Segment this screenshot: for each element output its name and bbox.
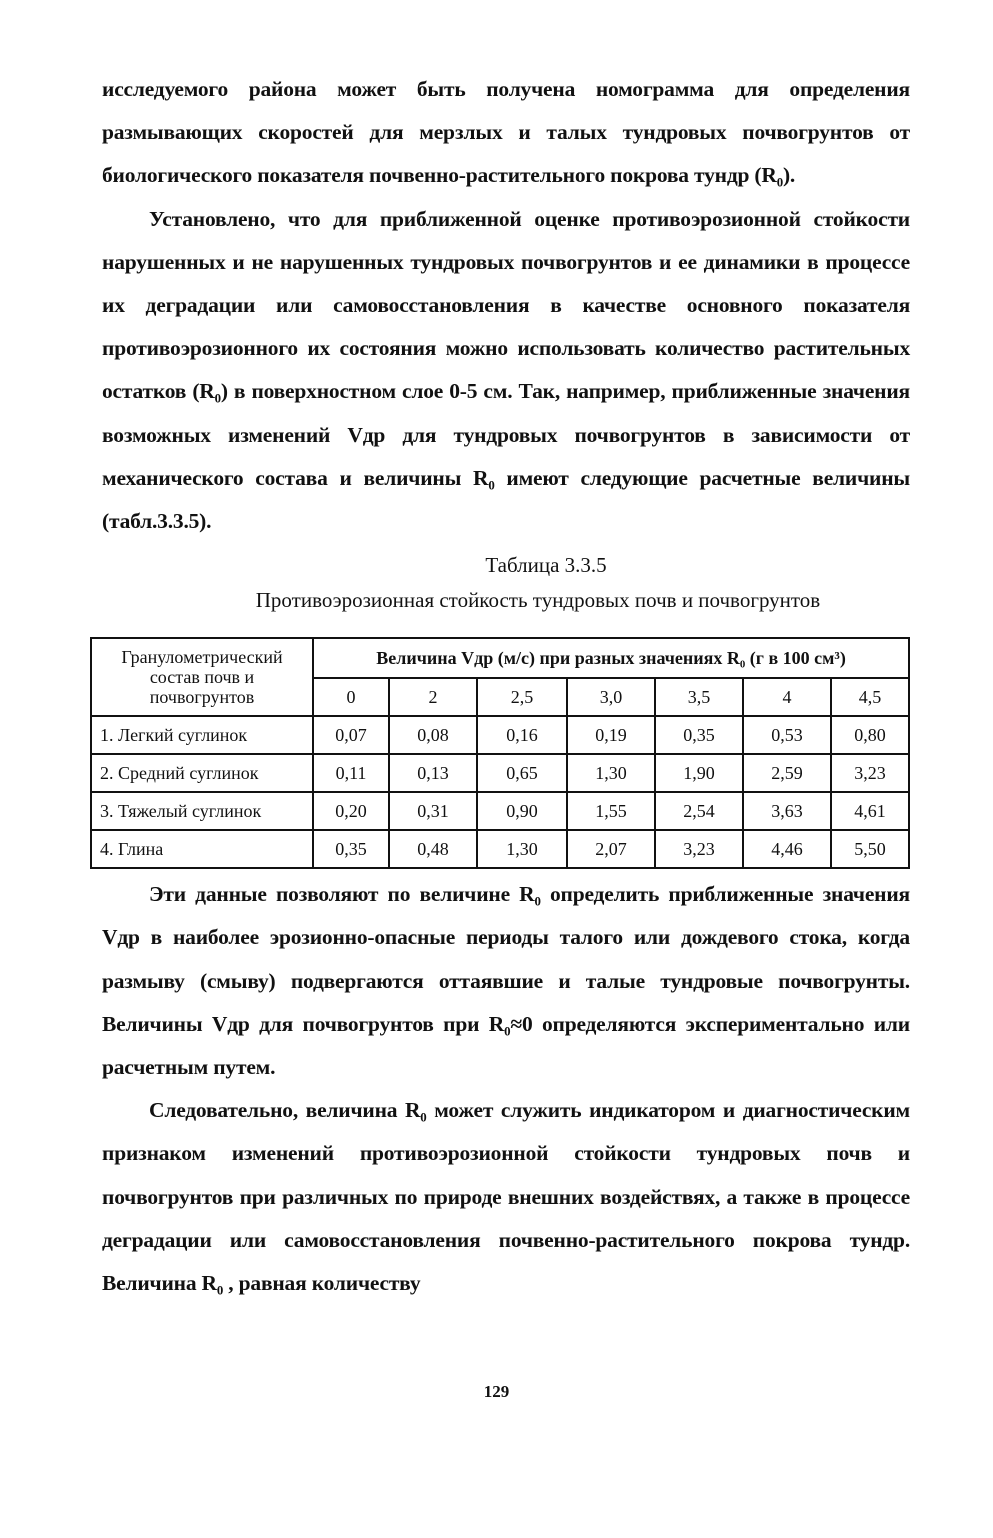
velocity-cell: 1,30 (567, 754, 655, 792)
table-caption-title: Противоэрозионная стойкость тундровых почв и почвогрунтов (255, 588, 821, 613)
table-row (91, 754, 909, 792)
paragraph-intro: исследуемого района может быть получена номограмма для определения размывающих скоростей для мерзлых и талых тундровых почвогрунтов от биологического показателя почвенно-растительного покрова тундр (R₀). (102, 77, 910, 188)
velocity-cell: 2,07 (567, 830, 655, 868)
velocity-cell: 0,65 (477, 754, 567, 792)
r0-column-header: 4,5 (831, 678, 909, 716)
velocity-cell: 1,30 (477, 830, 567, 868)
r0-column-header: 3,0 (567, 678, 655, 716)
table-corner-header: Гранулометрический состав почв и почвогрунтов (91, 638, 313, 716)
r0-column-header: 3,5 (655, 678, 743, 716)
table-row (91, 716, 909, 754)
table-main-header: Величина Vдр (м/с) при разных значениях R₀ (г в 100 см³) (313, 638, 909, 678)
page-number: 129 (483, 1382, 510, 1401)
r0-column-header: 2 (389, 678, 477, 716)
erosion-resistance-table (90, 637, 910, 869)
velocity-cell: 0,13 (389, 754, 477, 792)
velocity-cell: 5,50 (831, 830, 909, 868)
soil-type-cell: 3. Тяжелый суглинок (91, 792, 313, 830)
velocity-cell: 4,61 (831, 792, 909, 830)
soil-type-cell: 1. Легкий суглинок (91, 716, 313, 754)
velocity-cell: 3,63 (743, 792, 831, 830)
paragraph-conclusion: Следовательно, величина R₀ может служить индикатором и диагностическим признаком изменений противоэрозионной стойкости тундровых почв и почвогрунтов при различных по природе внешних воздействях, а также в процессе деградации или самовосстановления почвенно-растительного покрова тундр. Величина R₀ , равная количеству (102, 1098, 910, 1296)
page-content (102, 68, 910, 1305)
velocity-cell: 0,19 (567, 716, 655, 754)
velocity-cell: 0,53 (743, 716, 831, 754)
velocity-cell: 2,59 (743, 754, 831, 792)
table-row (91, 830, 909, 868)
velocity-cell: 3,23 (655, 830, 743, 868)
velocity-cell: 0,35 (655, 716, 743, 754)
velocity-cell: 2,54 (655, 792, 743, 830)
velocity-cell: 0,07 (313, 716, 389, 754)
soil-type-cell: 4. Глина (91, 830, 313, 868)
r0-column-header: 4 (743, 678, 831, 716)
velocity-cell: 4,46 (743, 830, 831, 868)
velocity-cell: 0,31 (389, 792, 477, 830)
velocity-cell: 0,90 (477, 792, 567, 830)
velocity-cell: 0,20 (313, 792, 389, 830)
velocity-cell: 3,23 (831, 754, 909, 792)
velocity-cell: 1,90 (655, 754, 743, 792)
velocity-cell: 0,80 (831, 716, 909, 754)
table-caption-number: Таблица 3.3.5 (485, 553, 607, 578)
paragraph-method: Установлено, что для приближенной оценке противоэрозионной стойкости нарушенных и не нарушенных тундровых почвогрунтов и ее динамики в процессе их деградации или самовосстановления в качестве основного показателя противоэрозионного их состояния можно использовать количество растительных остатков (R₀) в поверхностном слое 0-5 см. Так, например, приближенные значения возможных изменений Vдр для тундровых почвогрунтов в зависимости от механического состава и величины R₀ имеют следующие расчетные величины (табл.3.3.5). (102, 206, 910, 534)
velocity-cell: 1,55 (567, 792, 655, 830)
table-row (91, 792, 909, 830)
velocity-cell: 0,16 (477, 716, 567, 754)
velocity-cell: 0,48 (389, 830, 477, 868)
paragraph-data-usage: Эти данные позволяют по величине R₀ определить приближенные значения Vдр в наиболее эрозионно-опасные периоды талого или дождевого стока, когда размыву (смыву) подвергаются оттаявшие и талые тундровые почвогрунты. Величины Vдр для почвогрунтов при R₀≈0 определяются экспериментально или расчетным путем. (102, 882, 910, 1080)
r0-column-header: 2,5 (477, 678, 567, 716)
velocity-cell: 0,08 (389, 716, 477, 754)
velocity-cell: 0,11 (313, 754, 389, 792)
r0-column-header: 0 (313, 678, 389, 716)
soil-type-cell: 2. Средний суглинок (91, 754, 313, 792)
velocity-cell: 0,35 (313, 830, 389, 868)
